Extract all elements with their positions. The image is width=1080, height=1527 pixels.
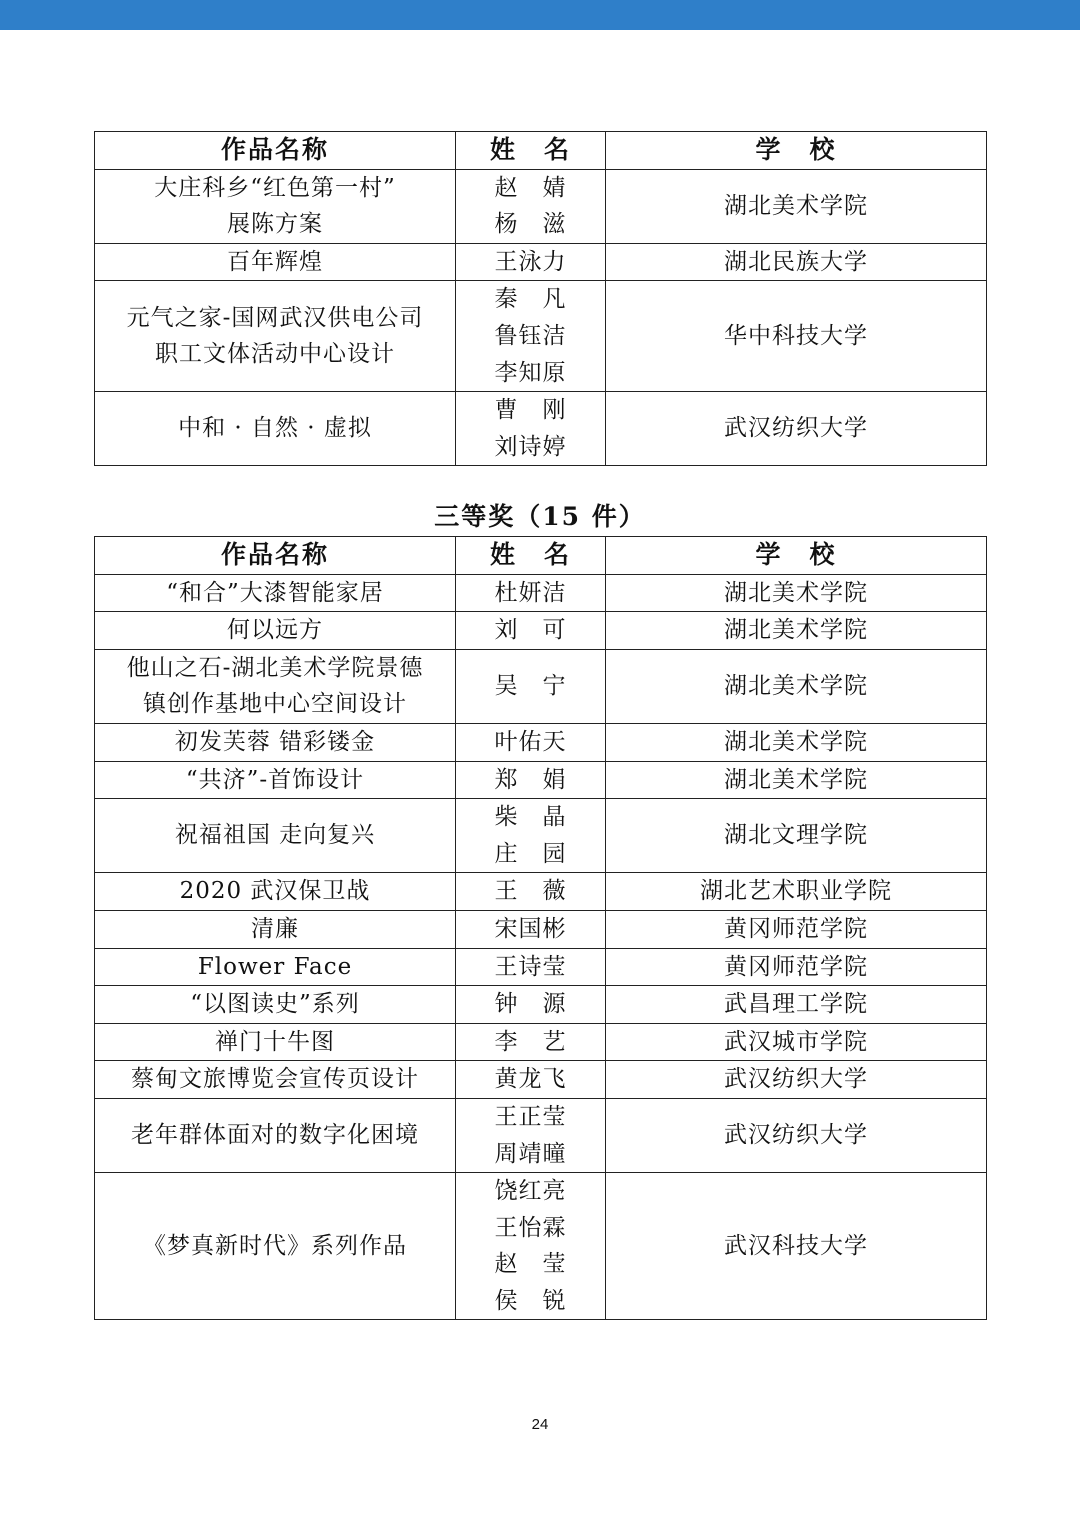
work-title-line: 职工文体活动中心设计 bbox=[155, 341, 395, 368]
work-title-line: 2020 武汉保卫战 bbox=[179, 878, 371, 905]
person-name: 柴 晶 bbox=[494, 804, 567, 831]
cell-work-title bbox=[95, 1173, 456, 1320]
cell-work-title bbox=[95, 986, 456, 1024]
cell-work-title bbox=[95, 243, 456, 281]
table-row bbox=[95, 281, 987, 392]
person-name: 李知原 bbox=[494, 359, 567, 386]
table-header-row bbox=[95, 132, 987, 170]
person-name: 刘 可 bbox=[494, 617, 567, 644]
header-name: 姓 名 bbox=[456, 132, 606, 170]
cell-school: 湖北艺术职业学院 bbox=[606, 873, 987, 911]
person-name: 侯 锐 bbox=[494, 1287, 567, 1314]
table-row bbox=[95, 392, 987, 466]
cell-names bbox=[456, 948, 606, 986]
cell-work-title bbox=[95, 1061, 456, 1099]
cell-school: 湖北美术学院 bbox=[606, 761, 987, 799]
table-row bbox=[95, 799, 987, 873]
cell-names bbox=[456, 986, 606, 1024]
section-title-third-prize: 三等奖（15 件） bbox=[434, 502, 646, 531]
cell-names bbox=[456, 281, 606, 392]
table-row bbox=[95, 723, 987, 761]
cell-names bbox=[456, 1098, 606, 1172]
table-row bbox=[95, 169, 987, 243]
work-title-line: 元气之家-国网武汉供电公司 bbox=[126, 304, 424, 331]
cell-names bbox=[456, 1173, 606, 1320]
person-name: 王正莹 bbox=[494, 1103, 567, 1130]
work-title-line: 蔡甸文旅博览会宣传页设计 bbox=[131, 1066, 419, 1093]
cell-school: 武汉纺织大学 bbox=[606, 392, 987, 466]
table-row bbox=[95, 1061, 987, 1099]
work-title-line: “和合”大漆智能家居 bbox=[166, 579, 384, 606]
person-name: 周靖曈 bbox=[494, 1140, 567, 1167]
table-row bbox=[95, 612, 987, 650]
cell-names bbox=[456, 392, 606, 466]
work-title-line: “共济”-首饰设计 bbox=[185, 766, 365, 793]
cell-school: 湖北美术学院 bbox=[606, 649, 987, 723]
cell-names bbox=[456, 1023, 606, 1061]
person-name: 郑 娟 bbox=[494, 766, 567, 793]
cell-names bbox=[456, 910, 606, 948]
table-row bbox=[95, 948, 987, 986]
top-banner-bar bbox=[0, 0, 1080, 30]
work-title-line: 镇创作基地中心空间设计 bbox=[143, 691, 407, 718]
cell-work-title bbox=[95, 873, 456, 911]
person-name: 刘诗婷 bbox=[494, 433, 567, 460]
cell-work-title bbox=[95, 910, 456, 948]
work-title-line: 老年群体面对的数字化困境 bbox=[131, 1122, 419, 1149]
table-row bbox=[95, 1023, 987, 1061]
cell-school: 黄冈师范学院 bbox=[606, 948, 987, 986]
cell-school: 武汉纺织大学 bbox=[606, 1098, 987, 1172]
person-name: 钟 源 bbox=[494, 991, 567, 1018]
person-name: 庄 园 bbox=[494, 840, 567, 867]
table-row bbox=[95, 986, 987, 1024]
work-title-line: “以图读史”系列 bbox=[190, 991, 360, 1018]
table-row bbox=[95, 873, 987, 911]
person-name: 饶红亮 bbox=[494, 1178, 567, 1205]
header-work-title: 作品名称 bbox=[95, 132, 456, 170]
cell-names bbox=[456, 761, 606, 799]
cell-work-title bbox=[95, 723, 456, 761]
table-row bbox=[95, 1098, 987, 1172]
cell-school: 武汉科技大学 bbox=[606, 1173, 987, 1320]
table-row bbox=[95, 649, 987, 723]
cell-school: 湖北美术学院 bbox=[606, 574, 987, 612]
header-name: 姓 名 bbox=[456, 537, 606, 575]
cell-names bbox=[456, 1061, 606, 1099]
person-name: 赵 莹 bbox=[494, 1251, 567, 1278]
cell-work-title bbox=[95, 1023, 456, 1061]
work-title-line: Flower Face bbox=[197, 953, 353, 980]
table-row bbox=[95, 1173, 987, 1320]
cell-school: 武昌理工学院 bbox=[606, 986, 987, 1024]
cell-work-title bbox=[95, 649, 456, 723]
cell-names bbox=[456, 574, 606, 612]
cell-names bbox=[456, 649, 606, 723]
cell-work-title bbox=[95, 612, 456, 650]
work-title-line: 展陈方案 bbox=[227, 211, 323, 238]
person-name: 王怡霖 bbox=[494, 1214, 567, 1241]
work-title-line: 祝福祖国 走向复兴 bbox=[174, 822, 376, 849]
work-title-line: 何以远方 bbox=[227, 617, 323, 644]
cell-school: 湖北美术学院 bbox=[606, 612, 987, 650]
table-row bbox=[95, 574, 987, 612]
cell-school: 武汉城市学院 bbox=[606, 1023, 987, 1061]
person-name: 杜妍洁 bbox=[494, 579, 567, 606]
awards-table-third-prize bbox=[94, 536, 987, 1320]
person-name: 吴 宁 bbox=[494, 673, 567, 700]
cell-work-title bbox=[95, 761, 456, 799]
work-title-line: 清廉 bbox=[251, 915, 299, 942]
cell-names bbox=[456, 873, 606, 911]
cell-school: 黄冈师范学院 bbox=[606, 910, 987, 948]
work-title-line: 初发芙蓉 错彩镂金 bbox=[174, 728, 376, 755]
work-title-line: 大庄科乡“红色第一村” bbox=[154, 174, 396, 201]
header-work-title: 作品名称 bbox=[95, 537, 456, 575]
cell-work-title bbox=[95, 281, 456, 392]
cell-work-title bbox=[95, 169, 456, 243]
table-row bbox=[95, 910, 987, 948]
cell-school: 华中科技大学 bbox=[606, 281, 987, 392]
person-name: 赵 婧 bbox=[494, 174, 567, 201]
header-school: 学 校 bbox=[606, 132, 987, 170]
person-name: 李 艺 bbox=[494, 1028, 567, 1055]
awards-table-second-prize-continued bbox=[94, 131, 987, 466]
work-title-line: 中和 · 自然 · 虚拟 bbox=[178, 415, 372, 442]
cell-work-title bbox=[95, 948, 456, 986]
person-name: 曹 刚 bbox=[494, 397, 567, 424]
cell-names bbox=[456, 723, 606, 761]
cell-school: 湖北民族大学 bbox=[606, 243, 987, 281]
cell-work-title bbox=[95, 574, 456, 612]
person-name: 王 薇 bbox=[494, 878, 567, 905]
cell-school: 武汉纺织大学 bbox=[606, 1061, 987, 1099]
table-row bbox=[95, 243, 987, 281]
person-name: 黄龙飞 bbox=[494, 1066, 567, 1093]
person-name: 王泳力 bbox=[494, 248, 567, 275]
person-name: 王诗莹 bbox=[494, 953, 567, 980]
cell-names bbox=[456, 612, 606, 650]
person-name: 宋国彬 bbox=[494, 915, 567, 942]
person-name: 鲁钰洁 bbox=[494, 322, 567, 349]
table-row bbox=[95, 761, 987, 799]
cell-names bbox=[456, 169, 606, 243]
cell-names bbox=[456, 243, 606, 281]
person-name: 杨 滋 bbox=[494, 211, 567, 238]
person-name: 叶佑天 bbox=[494, 728, 567, 755]
page-number: 24 bbox=[531, 1416, 549, 1433]
work-title-line: 《梦真新时代》系列作品 bbox=[143, 1232, 407, 1259]
work-title-line: 他山之石-湖北美术学院景德 bbox=[126, 654, 424, 681]
work-title-line: 禅门十牛图 bbox=[215, 1028, 335, 1055]
cell-names bbox=[456, 799, 606, 873]
cell-school: 湖北文理学院 bbox=[606, 799, 987, 873]
cell-work-title bbox=[95, 799, 456, 873]
cell-school: 湖北美术学院 bbox=[606, 723, 987, 761]
cell-work-title bbox=[95, 1098, 456, 1172]
cell-work-title bbox=[95, 392, 456, 466]
header-school: 学 校 bbox=[606, 537, 987, 575]
work-title-line: 百年辉煌 bbox=[227, 248, 323, 275]
cell-school: 湖北美术学院 bbox=[606, 169, 987, 243]
table-header-row bbox=[95, 537, 987, 575]
person-name: 秦 凡 bbox=[494, 286, 567, 313]
